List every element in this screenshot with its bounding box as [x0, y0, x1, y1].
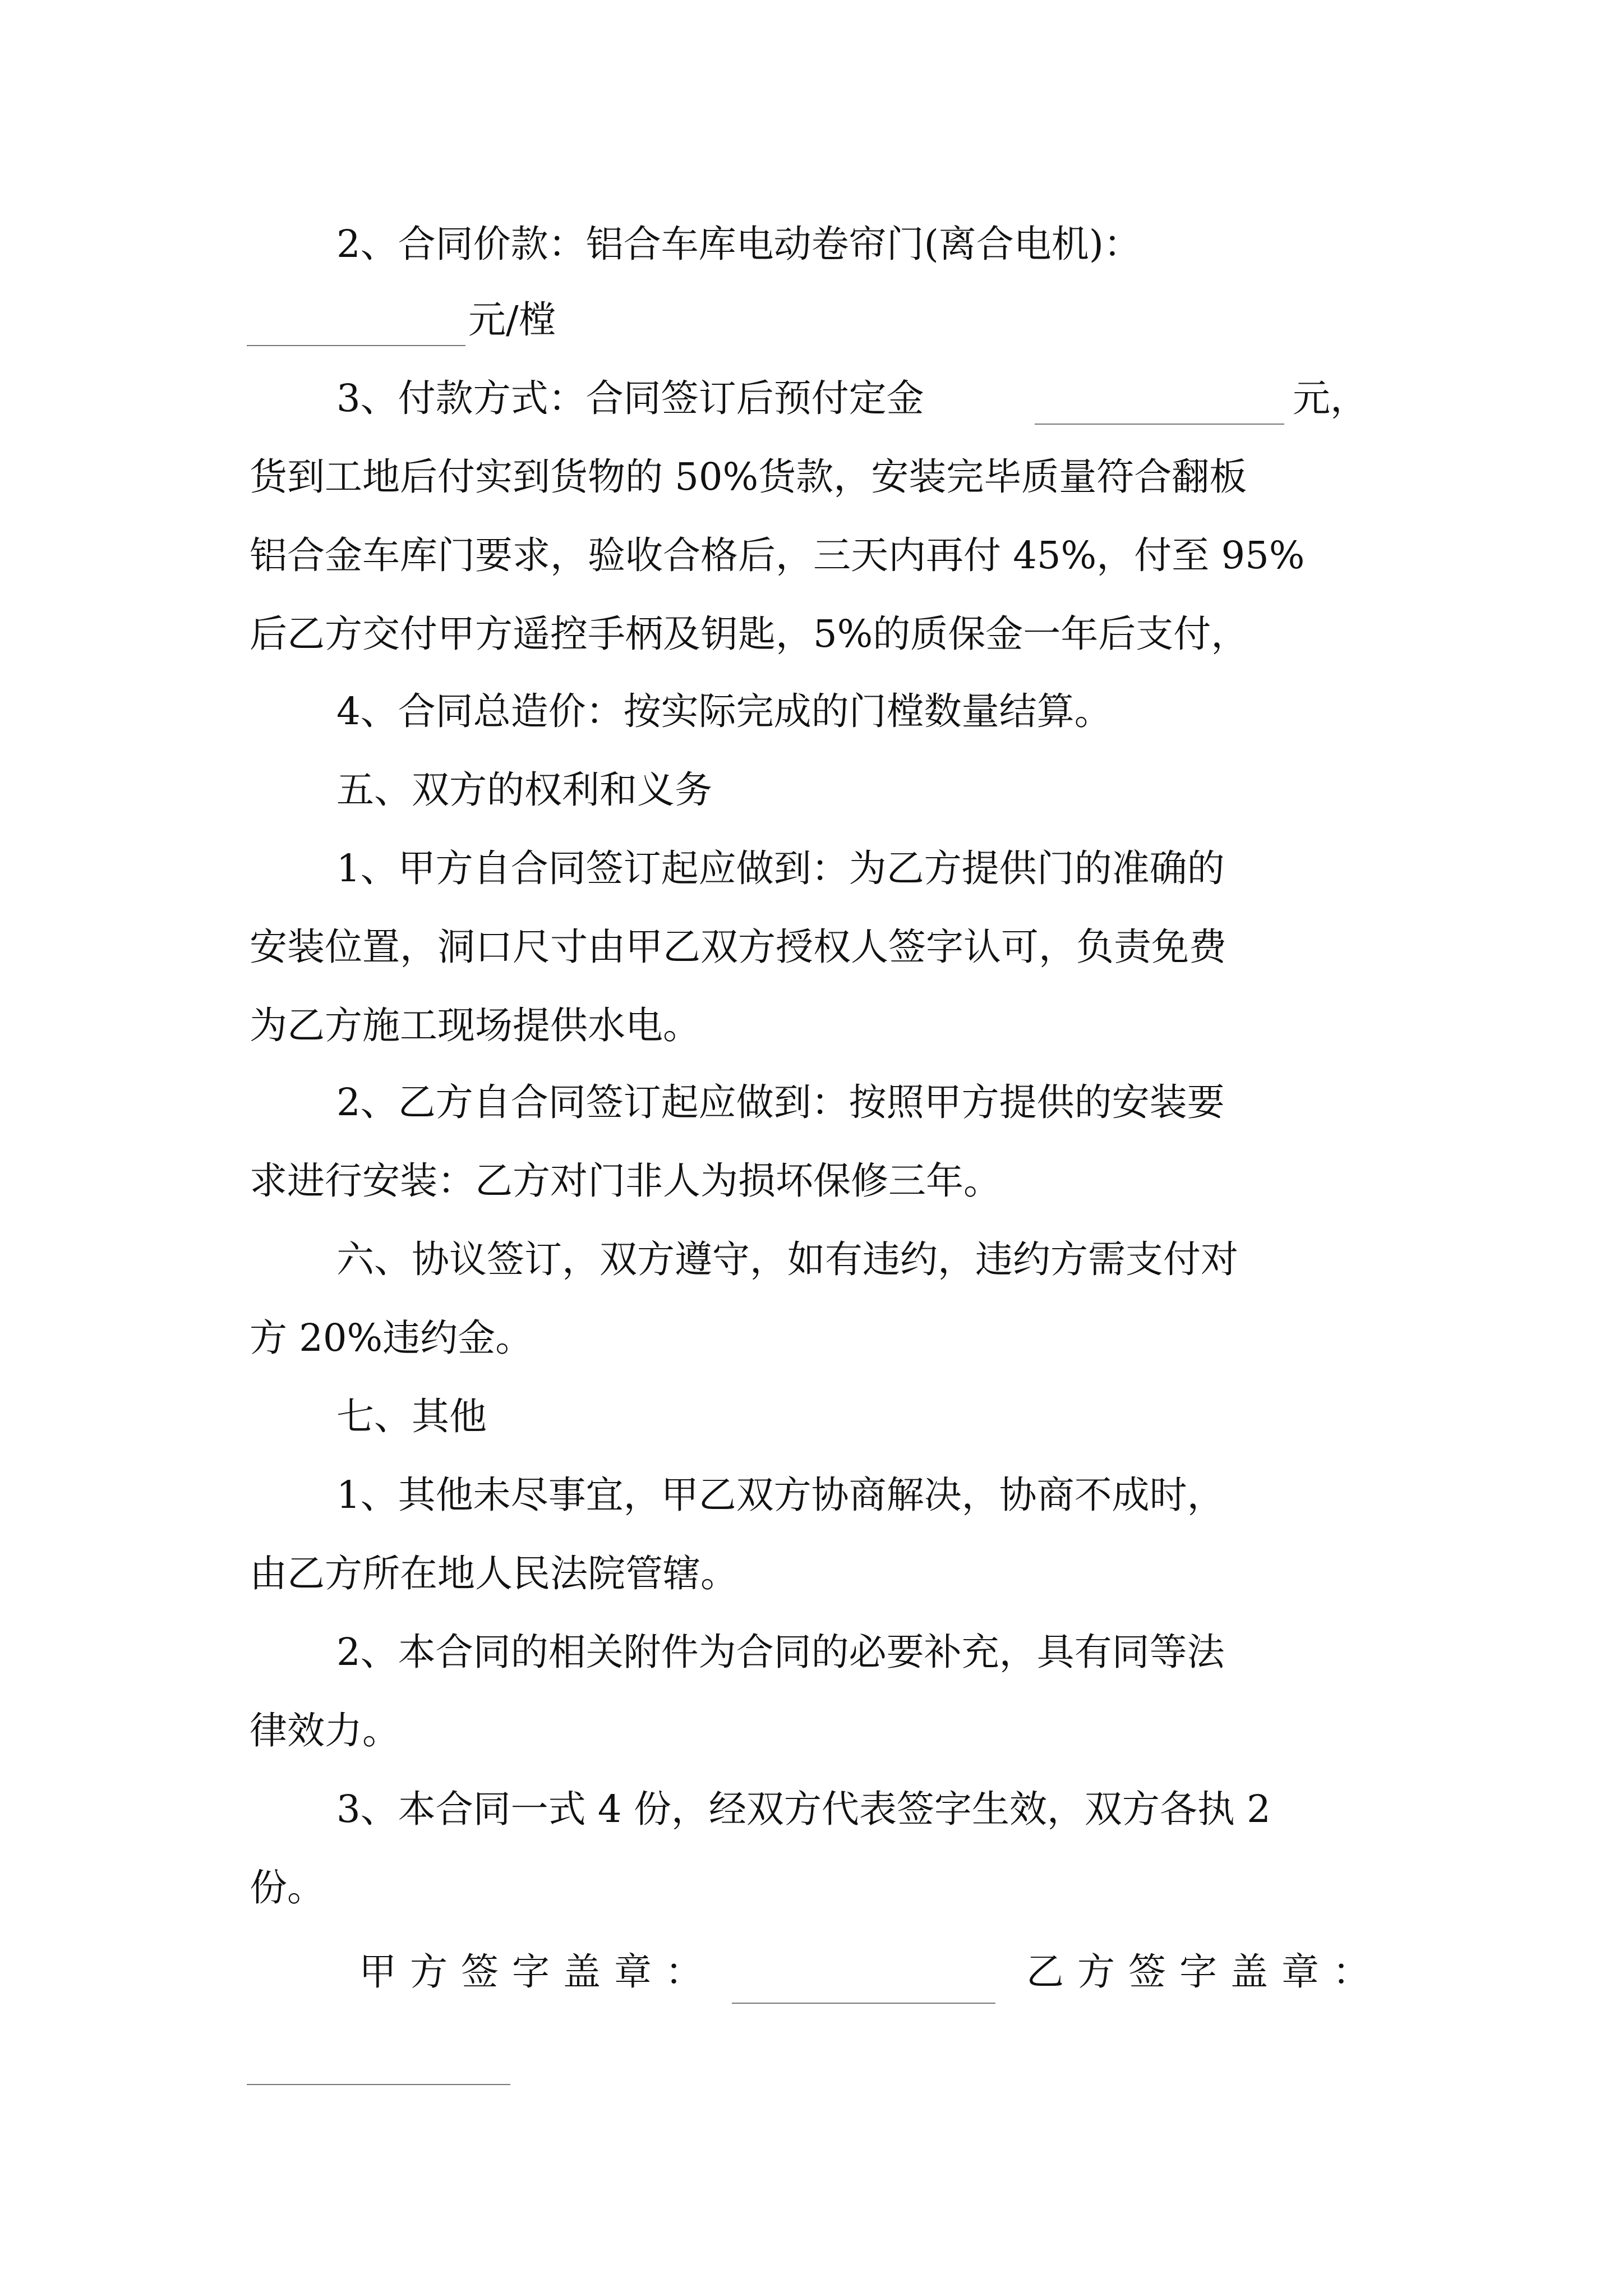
clause-text: 2、本合同的相关附件为合同的必要补充，具有同等法: [336, 1630, 1225, 1674]
payment-text: 后乙方交付甲方遥控手柄及钥匙，5%的质保金一年后支付，: [250, 612, 1249, 656]
payment-text: 铝合金车库门要求，验收合格后，三天内再付 45%，付至 95%: [250, 533, 1305, 577]
clause-price-line-1: [0, 205, 1623, 283]
clause-text: 为乙方施工现场提供水电。: [250, 1004, 700, 1047]
price-unit: 元/樘: [468, 298, 556, 342]
deposit-blank[interactable]: [1035, 424, 1284, 425]
clause-copies-line-1: [0, 1770, 1623, 1848]
section-breach-line-1: [0, 1220, 1623, 1299]
clause-disputes-line-1: [0, 1456, 1623, 1534]
signature-line: [0, 1932, 1623, 2011]
payment-tail: 元，: [1293, 376, 1368, 420]
clause-total-price: [0, 672, 1623, 751]
clause-text: 3、本合同一式 4 份，经双方代表签字生效，双方各执 2: [336, 1787, 1271, 1831]
clause-party-a-duty-line-3: [0, 986, 1623, 1065]
clause-payment-line-1: [0, 359, 1623, 438]
clause-party-a-duty-line-1: [0, 829, 1623, 908]
clause-text: 求进行安装：乙方对门非人为损坏保修三年。: [250, 1159, 1001, 1203]
party-b-signature-label: 乙方签字盖章：: [1026, 1950, 1384, 1994]
party-a-signature-label: 甲方签字盖章：: [359, 1950, 716, 1994]
clause-party-a-duty-line-2: [0, 908, 1623, 986]
clause-copies-line-2: [0, 1848, 1623, 1927]
clause-text: 方 20%违约金。: [250, 1316, 533, 1360]
party-a-signature-blank[interactable]: [732, 2003, 995, 2004]
clause-text: 六、协议签订，双方遵守，如有违约，违约方需支付对: [336, 1237, 1238, 1281]
clause-party-b-duty-line-2: [0, 1142, 1623, 1220]
clause-text: 2、乙方自合同签订起应做到：按照甲方提供的安装要: [336, 1080, 1225, 1124]
section-other-heading: [0, 1377, 1623, 1456]
clause-text: 1、甲方自合同签订起应做到：为乙方提供门的准确的: [336, 846, 1225, 890]
clause-payment-line-3: [0, 516, 1623, 595]
payment-lead: 3、付款方式：合同签订后预付定金: [336, 376, 924, 420]
clause-party-b-duty-line-1: [0, 1063, 1623, 1142]
clause-disputes-line-2: [0, 1534, 1623, 1613]
clause-text: 份。: [250, 1866, 325, 1910]
payment-text: 货到工地后付实到货物的 50%货款，安装完毕质量符合翻板: [250, 455, 1247, 499]
clause-price-text: 2、合同价款：铝合车库电动卷帘门(离合电机)：: [336, 222, 1141, 266]
clause-text: 律效力。: [250, 1709, 400, 1752]
clause-attachments-line-1: [0, 1613, 1623, 1691]
party-b-signature-blank[interactable]: [247, 2084, 510, 2085]
clause-payment-line-2: [0, 438, 1623, 516]
section-heading: 五、双方的权利和义务: [336, 768, 712, 812]
clause-text: 由乙方所在地人民法院管辖。: [250, 1552, 738, 1595]
clause-payment-line-4: [0, 595, 1623, 673]
clause-attachments-line-2: [0, 1691, 1623, 1770]
clause-price-line-2: [0, 280, 1623, 359]
section-breach-line-2: [0, 1299, 1623, 1377]
section-rights-heading: [0, 751, 1623, 829]
clause-text: 4、合同总造价：按实际完成的门樘数量结算。: [336, 689, 1112, 733]
clause-text: 安装位置，洞口尺寸由甲乙双方授权人签字认可，负责免费: [250, 925, 1227, 969]
clause-text: 1、其他未尽事宜，甲乙双方协商解决，协商不成时，: [336, 1473, 1225, 1517]
section-heading: 七、其他: [336, 1395, 487, 1438]
